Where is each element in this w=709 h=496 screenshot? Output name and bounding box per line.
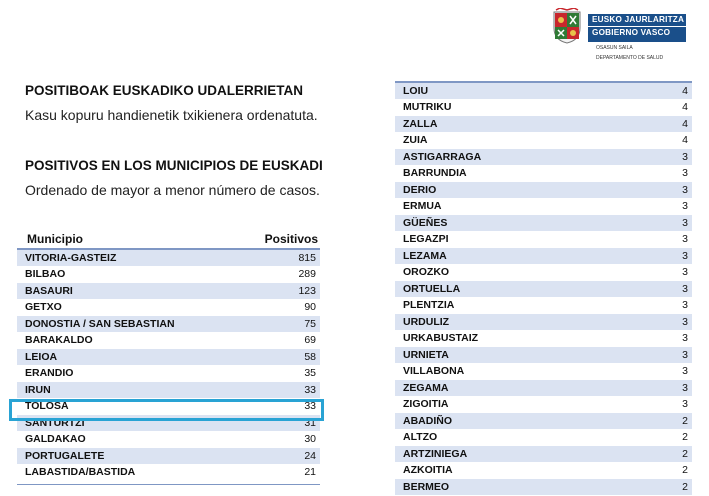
table-row xyxy=(395,182,692,199)
municipality-name: VITORIA-GASTEIZ xyxy=(25,251,117,264)
table-row xyxy=(17,432,320,449)
highlight-box-tolosa xyxy=(9,399,324,421)
table-row xyxy=(395,215,692,232)
column-header-municipio: Municipio xyxy=(27,232,83,246)
municipality-name: DERIO xyxy=(403,183,437,196)
positive-count: 3 xyxy=(682,282,688,295)
table-row xyxy=(395,364,692,381)
positive-count: 3 xyxy=(682,299,688,312)
municipality-name: GALDAKAO xyxy=(25,433,86,446)
positive-count: 3 xyxy=(682,315,688,328)
table-row xyxy=(17,267,320,284)
positive-count: 4 xyxy=(682,134,688,147)
table-row xyxy=(17,382,320,399)
municipality-name: ZALLA xyxy=(403,117,438,130)
municipality-name: ORTUELLA xyxy=(403,282,461,295)
municipality-name: TOLOSA xyxy=(25,400,69,413)
municipality-name: ASTIGARRAGA xyxy=(403,150,482,163)
positive-count: 2 xyxy=(682,431,688,444)
positive-count: 31 xyxy=(304,416,316,429)
municipality-name: URDULIZ xyxy=(403,315,450,328)
municipality-name: ARTZINIEGA xyxy=(403,447,468,460)
table-row xyxy=(395,166,692,183)
table-row xyxy=(395,347,692,364)
table-row xyxy=(395,479,692,496)
positive-count: 69 xyxy=(304,334,316,347)
table-row xyxy=(395,298,692,315)
positive-count: 4 xyxy=(682,101,688,114)
municipality-name: BARRUNDIA xyxy=(403,167,467,180)
positive-count: 58 xyxy=(304,350,316,363)
municipality-name: ALTZO xyxy=(403,431,438,444)
municipality-name: LEGAZPI xyxy=(403,233,449,246)
table-row xyxy=(395,199,692,216)
municipality-name: BASAURI xyxy=(25,284,73,297)
table-row xyxy=(395,380,692,397)
column-header-positivos: Positivos xyxy=(264,232,318,246)
municipality-name: ERMUA xyxy=(403,200,442,213)
municipality-name: MUTRIKU xyxy=(403,101,452,114)
municipality-name: LEIOA xyxy=(25,350,58,363)
municipality-name: ZIGOITIA xyxy=(403,398,449,411)
positive-count: 3 xyxy=(682,167,688,180)
municipality-name: PLENTZIA xyxy=(403,299,455,312)
table-row xyxy=(17,333,320,350)
municipality-name: LEZAMA xyxy=(403,249,447,262)
positive-count: 3 xyxy=(682,183,688,196)
positive-count: 3 xyxy=(682,249,688,262)
table-row xyxy=(395,446,692,463)
municipality-name: BILBAO xyxy=(25,268,66,281)
table-row xyxy=(395,430,692,447)
positive-count: 289 xyxy=(298,268,316,281)
table-bottom-rule xyxy=(17,484,320,485)
positive-count: 3 xyxy=(682,332,688,345)
municipality-name: VILLABONA xyxy=(403,365,465,378)
subtitle-spanish: Ordenado de mayor a menor número de casos. xyxy=(25,182,320,198)
municipality-name: URKABUSTAIZ xyxy=(403,332,479,345)
org-name-basque: EUSKO JAURLARITZA xyxy=(592,15,685,24)
municipality-name: GÜEÑES xyxy=(403,216,448,229)
positive-count: 3 xyxy=(682,365,688,378)
table-row xyxy=(17,366,320,383)
municipality-name: ZUIA xyxy=(403,134,428,147)
department-name-basque: OSASUN SAILA xyxy=(596,45,633,51)
municipality-name: ABADIÑO xyxy=(403,414,452,427)
positive-count: 3 xyxy=(682,348,688,361)
positive-count: 2 xyxy=(682,464,688,477)
positive-count: 35 xyxy=(304,367,316,380)
department-name-spanish: DEPARTAMENTO DE SALUD xyxy=(596,55,664,61)
positive-count: 24 xyxy=(304,449,316,462)
table-row xyxy=(395,83,692,100)
org-name-box xyxy=(588,14,686,42)
positive-count: 75 xyxy=(304,317,316,330)
positive-count: 3 xyxy=(682,398,688,411)
municipality-table-right xyxy=(395,81,692,496)
table-body-left xyxy=(17,250,320,481)
positive-count: 3 xyxy=(682,216,688,229)
table-row xyxy=(395,281,692,298)
positive-count: 3 xyxy=(682,266,688,279)
heading-spanish: POSITIVOS EN LOS MUNICIPIOS DE EUSKADI xyxy=(25,158,323,173)
heading-basque: POSITIBOAK EUSKADIKO UDALERRIETAN xyxy=(25,83,304,98)
positive-count: 3 xyxy=(682,381,688,394)
table-row xyxy=(395,463,692,480)
table-row xyxy=(17,448,320,465)
positive-count: 2 xyxy=(682,480,688,493)
table-row xyxy=(395,116,692,133)
positive-count: 33 xyxy=(304,383,316,396)
municipality-name: LABASTIDA/BASTIDA xyxy=(25,466,136,479)
table-row xyxy=(395,133,692,150)
table-row xyxy=(17,300,320,317)
municipality-name: LOIU xyxy=(403,84,429,97)
municipality-name: OROZKO xyxy=(403,266,450,279)
table-row xyxy=(395,397,692,414)
table-row xyxy=(395,232,692,249)
table-row xyxy=(17,250,320,267)
positive-count: 2 xyxy=(682,447,688,460)
positive-count: 4 xyxy=(682,84,688,97)
municipality-table-left xyxy=(17,233,320,481)
org-name-spanish: GOBIERNO VASCO xyxy=(588,26,686,39)
table-row xyxy=(17,465,320,482)
positive-count: 4 xyxy=(682,117,688,130)
table-row xyxy=(395,100,692,117)
table-row xyxy=(395,331,692,348)
positive-count: 30 xyxy=(304,433,316,446)
table-row xyxy=(17,349,320,366)
positive-count: 90 xyxy=(304,301,316,314)
table-row xyxy=(17,283,320,300)
table-header xyxy=(17,233,320,250)
municipality-name: URNIETA xyxy=(403,348,449,361)
municipality-name: BERMEO xyxy=(403,480,450,493)
municipality-name: BARAKALDO xyxy=(25,334,93,347)
positive-count: 815 xyxy=(298,251,316,264)
table-row xyxy=(395,265,692,282)
municipality-name: AZKOITIA xyxy=(403,464,453,477)
municipality-name: IRUN xyxy=(25,383,51,396)
positive-count: 123 xyxy=(298,284,316,297)
municipality-name: DONOSTIA / SAN SEBASTIAN xyxy=(25,317,175,330)
municipality-name: ZEGAMA xyxy=(403,381,449,394)
positive-count: 3 xyxy=(682,233,688,246)
municipality-name: ERANDIO xyxy=(25,367,74,380)
table-row xyxy=(395,248,692,265)
positive-count: 3 xyxy=(682,200,688,213)
municipality-name: PORTUGALETE xyxy=(25,449,105,462)
positive-count: 3 xyxy=(682,150,688,163)
positive-count: 2 xyxy=(682,414,688,427)
table-row xyxy=(395,413,692,430)
municipality-name: GETXO xyxy=(25,301,62,314)
table-row xyxy=(17,316,320,333)
subtitle-basque: Kasu kopuru handienetik txikienera ordenatuta. xyxy=(25,107,318,123)
table-row xyxy=(395,314,692,331)
municipality-name: SANTURTZI xyxy=(25,416,85,429)
positive-count: 33 xyxy=(304,400,316,413)
positive-count: 21 xyxy=(304,466,316,479)
basque-coat-of-arms-icon xyxy=(550,8,584,44)
table-row xyxy=(395,149,692,166)
